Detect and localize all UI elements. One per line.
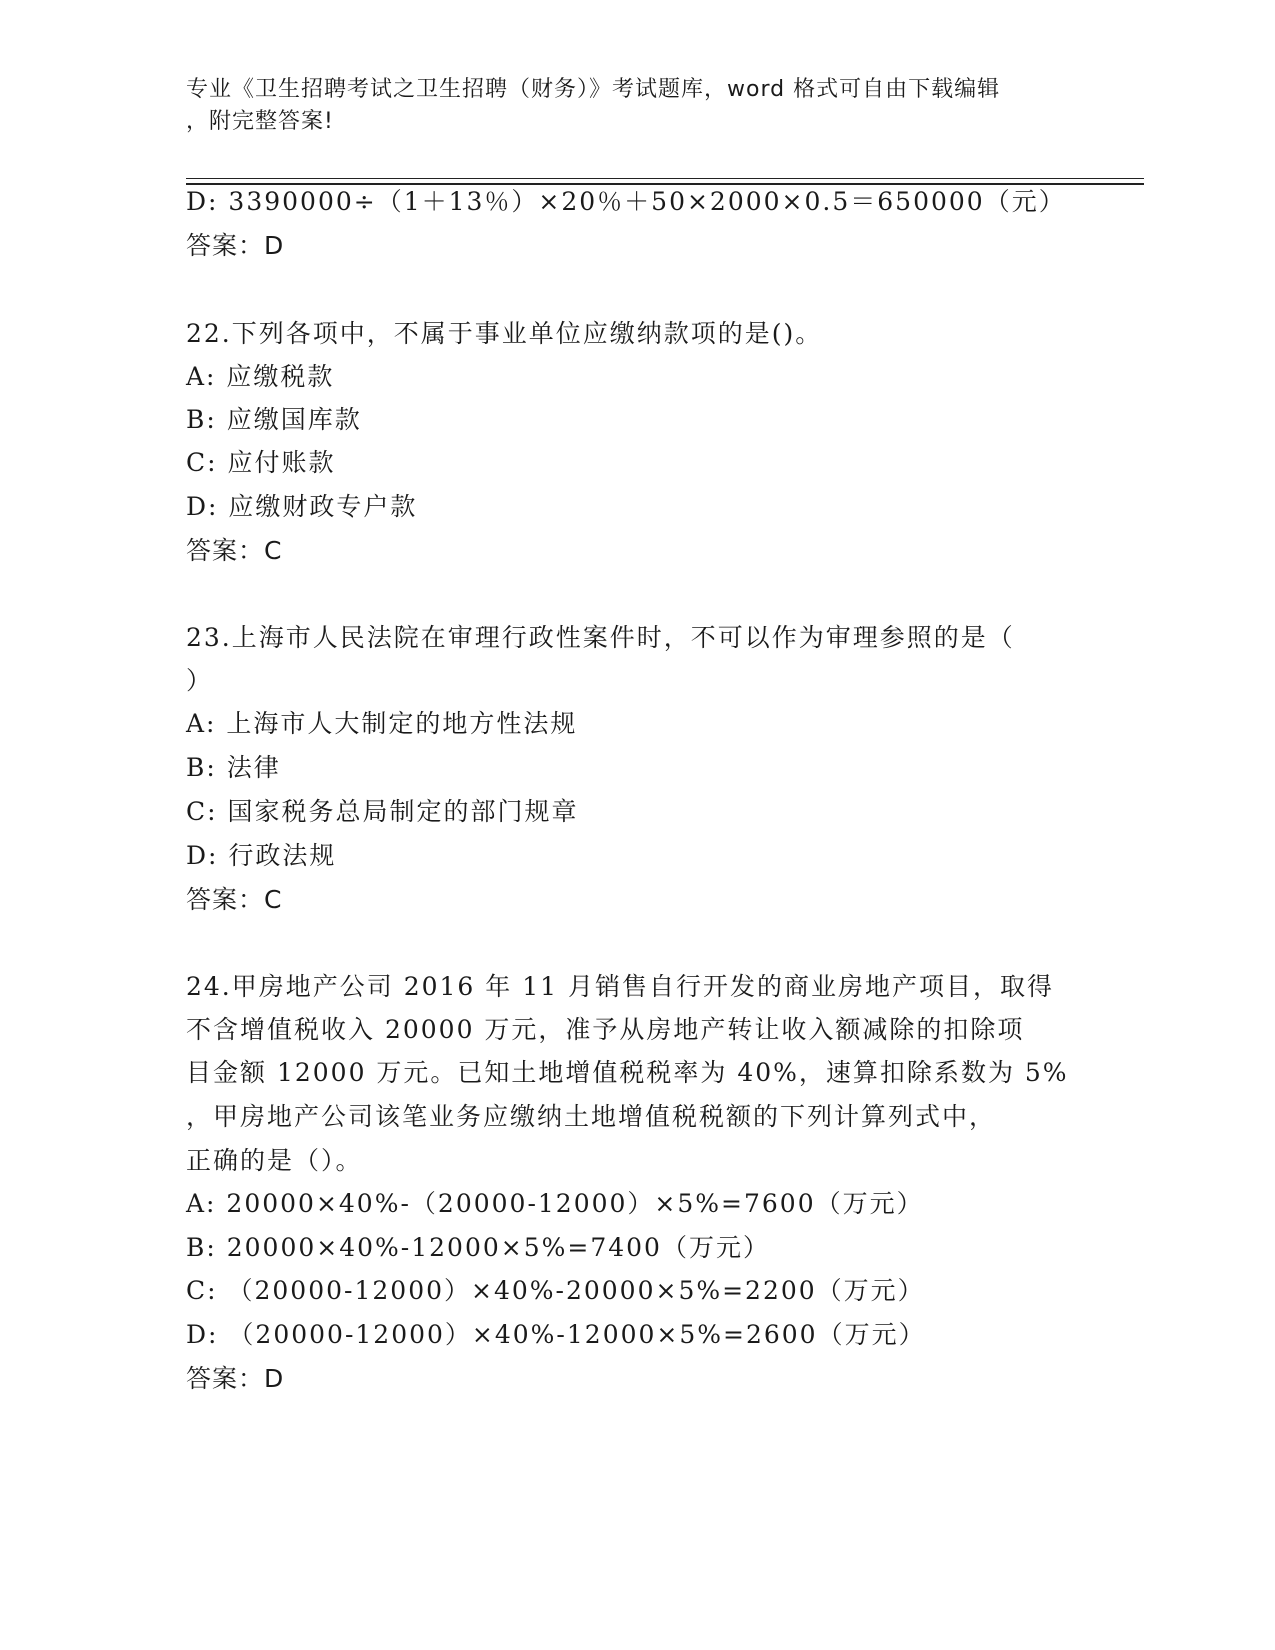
document-page bbox=[186, 0, 1146, 1650]
q21-option-d: D: 3390000÷（1＋13％）×20％＋50×2000×0.5＝650000（元） bbox=[186, 187, 1066, 216]
q24-option-d: D: （20000-12000）×40%-12000×5%=2600（万元） bbox=[186, 1320, 926, 1349]
q22-option-c: C: 应付账款 bbox=[186, 448, 336, 477]
q22-option-b: B: 应缴国库款 bbox=[186, 405, 362, 434]
header-divider-thin bbox=[186, 178, 1144, 179]
q21-answer: 答案：D bbox=[186, 231, 285, 260]
q24-question-line-4: ，甲房地产公司该笔业务应缴纳土地增值税税额的下列计算列式中， bbox=[186, 1102, 997, 1131]
q23-option-b: B: 法律 bbox=[186, 753, 281, 782]
q24-option-b: B: 20000×40%-12000×5%=7400（万元） bbox=[186, 1233, 770, 1262]
q24-question-line-1: 24.甲房地产公司 2016 年 11 月销售自行开发的商业房地产项目，取得 bbox=[186, 972, 1054, 1001]
q23-option-a: A: 上海市人大制定的地方性法规 bbox=[186, 709, 578, 738]
header-line-2: ，附完整答案! bbox=[186, 109, 334, 134]
q23-answer: 答案：C bbox=[186, 885, 283, 914]
q24-option-c: C: （20000-12000）×40%-20000×5%=2200（万元） bbox=[186, 1276, 925, 1305]
q23-option-d: D: 行政法规 bbox=[186, 841, 337, 870]
q22-answer: 答案：C bbox=[186, 536, 283, 565]
q24-question-line-5: 正确的是（）。 bbox=[186, 1146, 363, 1175]
q24-question-line-3: 目金额 12000 万元。已知土地增值税税率为 40%，速算扣除系数为 5% bbox=[186, 1058, 1069, 1087]
q24-answer: 答案：D bbox=[186, 1364, 285, 1393]
q22-question: 22.下列各项中，不属于事业单位应缴纳款项的是()。 bbox=[186, 319, 823, 348]
q24-option-a: A: 20000×40%-（20000-12000）×5%=7600（万元） bbox=[186, 1189, 924, 1218]
header-line-1: 专业《卫生招聘考试之卫生招聘（财务）》考试题库，word 格式可自由下载编辑 bbox=[186, 77, 1001, 102]
q22-option-d: D: 应缴财政专户款 bbox=[186, 492, 418, 521]
q24-question-line-2: 不含增值税收入 20000 万元，准予从房地产转让收入额减除的扣除项 bbox=[186, 1015, 1025, 1044]
q23-question-line-1: 23.上海市人民法院在审理行政性案件时，不可以作为审理参照的是（ bbox=[186, 623, 1015, 652]
q23-option-c: C: 国家税务总局制定的部门规章 bbox=[186, 797, 579, 826]
document-header bbox=[186, 74, 1086, 138]
q23-question-line-2: ） bbox=[186, 666, 214, 695]
q22-option-a: A: 应缴税款 bbox=[186, 362, 335, 391]
